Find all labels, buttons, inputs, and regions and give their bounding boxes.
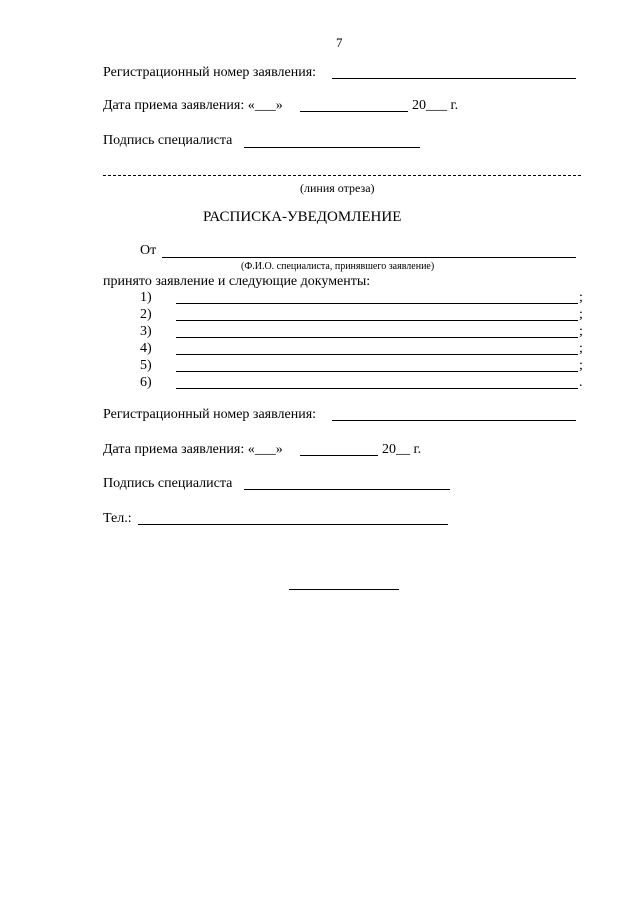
- document-end-mark: ;: [579, 290, 583, 305]
- signature-label: Подпись специалиста: [103, 133, 233, 148]
- from-field[interactable]: [162, 257, 576, 258]
- document-end-mark: ;: [579, 324, 583, 339]
- receipt-title: РАСПИСКА-УВЕДОМЛЕНИЕ: [203, 209, 402, 225]
- receipt-signature-label: Подпись специалиста: [103, 476, 233, 491]
- receipt-date-year-label: 20__ г.: [382, 442, 422, 457]
- document-field[interactable]: [176, 388, 578, 389]
- document-field[interactable]: [176, 354, 578, 355]
- accepted-label: принято заявление и следующие документы:: [103, 274, 371, 289]
- from-label: От: [140, 243, 157, 258]
- receipt-signature-field[interactable]: [244, 489, 450, 490]
- receipt-date-label: Дата приема заявления: «___»: [103, 442, 283, 457]
- document-field[interactable]: [176, 337, 578, 338]
- document-number: 3): [140, 324, 152, 339]
- document-end-mark: .: [579, 375, 583, 390]
- reg-number-label: Регистрационный номер заявления:: [103, 65, 317, 80]
- receipt-date-month-field[interactable]: [300, 455, 378, 456]
- document-number: 2): [140, 307, 152, 322]
- receipt-reg-number-field[interactable]: [332, 420, 576, 421]
- date-label: Дата приема заявления: «___»: [103, 98, 283, 113]
- document-field[interactable]: [176, 320, 578, 321]
- cut-line: [103, 175, 581, 176]
- document-number: 6): [140, 375, 152, 390]
- document-number: 5): [140, 358, 152, 373]
- phone-field[interactable]: [138, 524, 448, 525]
- cut-line-label: (линия отреза): [300, 181, 375, 195]
- document-end-mark: ;: [579, 358, 583, 373]
- phone-label: Тел.:: [103, 511, 132, 526]
- document-number: 1): [140, 290, 152, 305]
- document-end-mark: ;: [579, 341, 583, 356]
- document-field[interactable]: [176, 371, 578, 372]
- document-field[interactable]: [176, 303, 578, 304]
- receipt-reg-number-label: Регистрационный номер заявления:: [103, 407, 317, 422]
- from-caption: (Ф.И.О. специалиста, принявшего заявление): [241, 261, 435, 272]
- document-number: 4): [140, 341, 152, 356]
- date-year-label: 20___ г.: [412, 98, 459, 113]
- closing-line: [289, 589, 399, 590]
- date-month-field[interactable]: [300, 111, 408, 112]
- page-number: 7: [336, 35, 343, 50]
- document-end-mark: ;: [579, 307, 583, 322]
- signature-field[interactable]: [244, 147, 420, 148]
- reg-number-field[interactable]: [332, 78, 576, 79]
